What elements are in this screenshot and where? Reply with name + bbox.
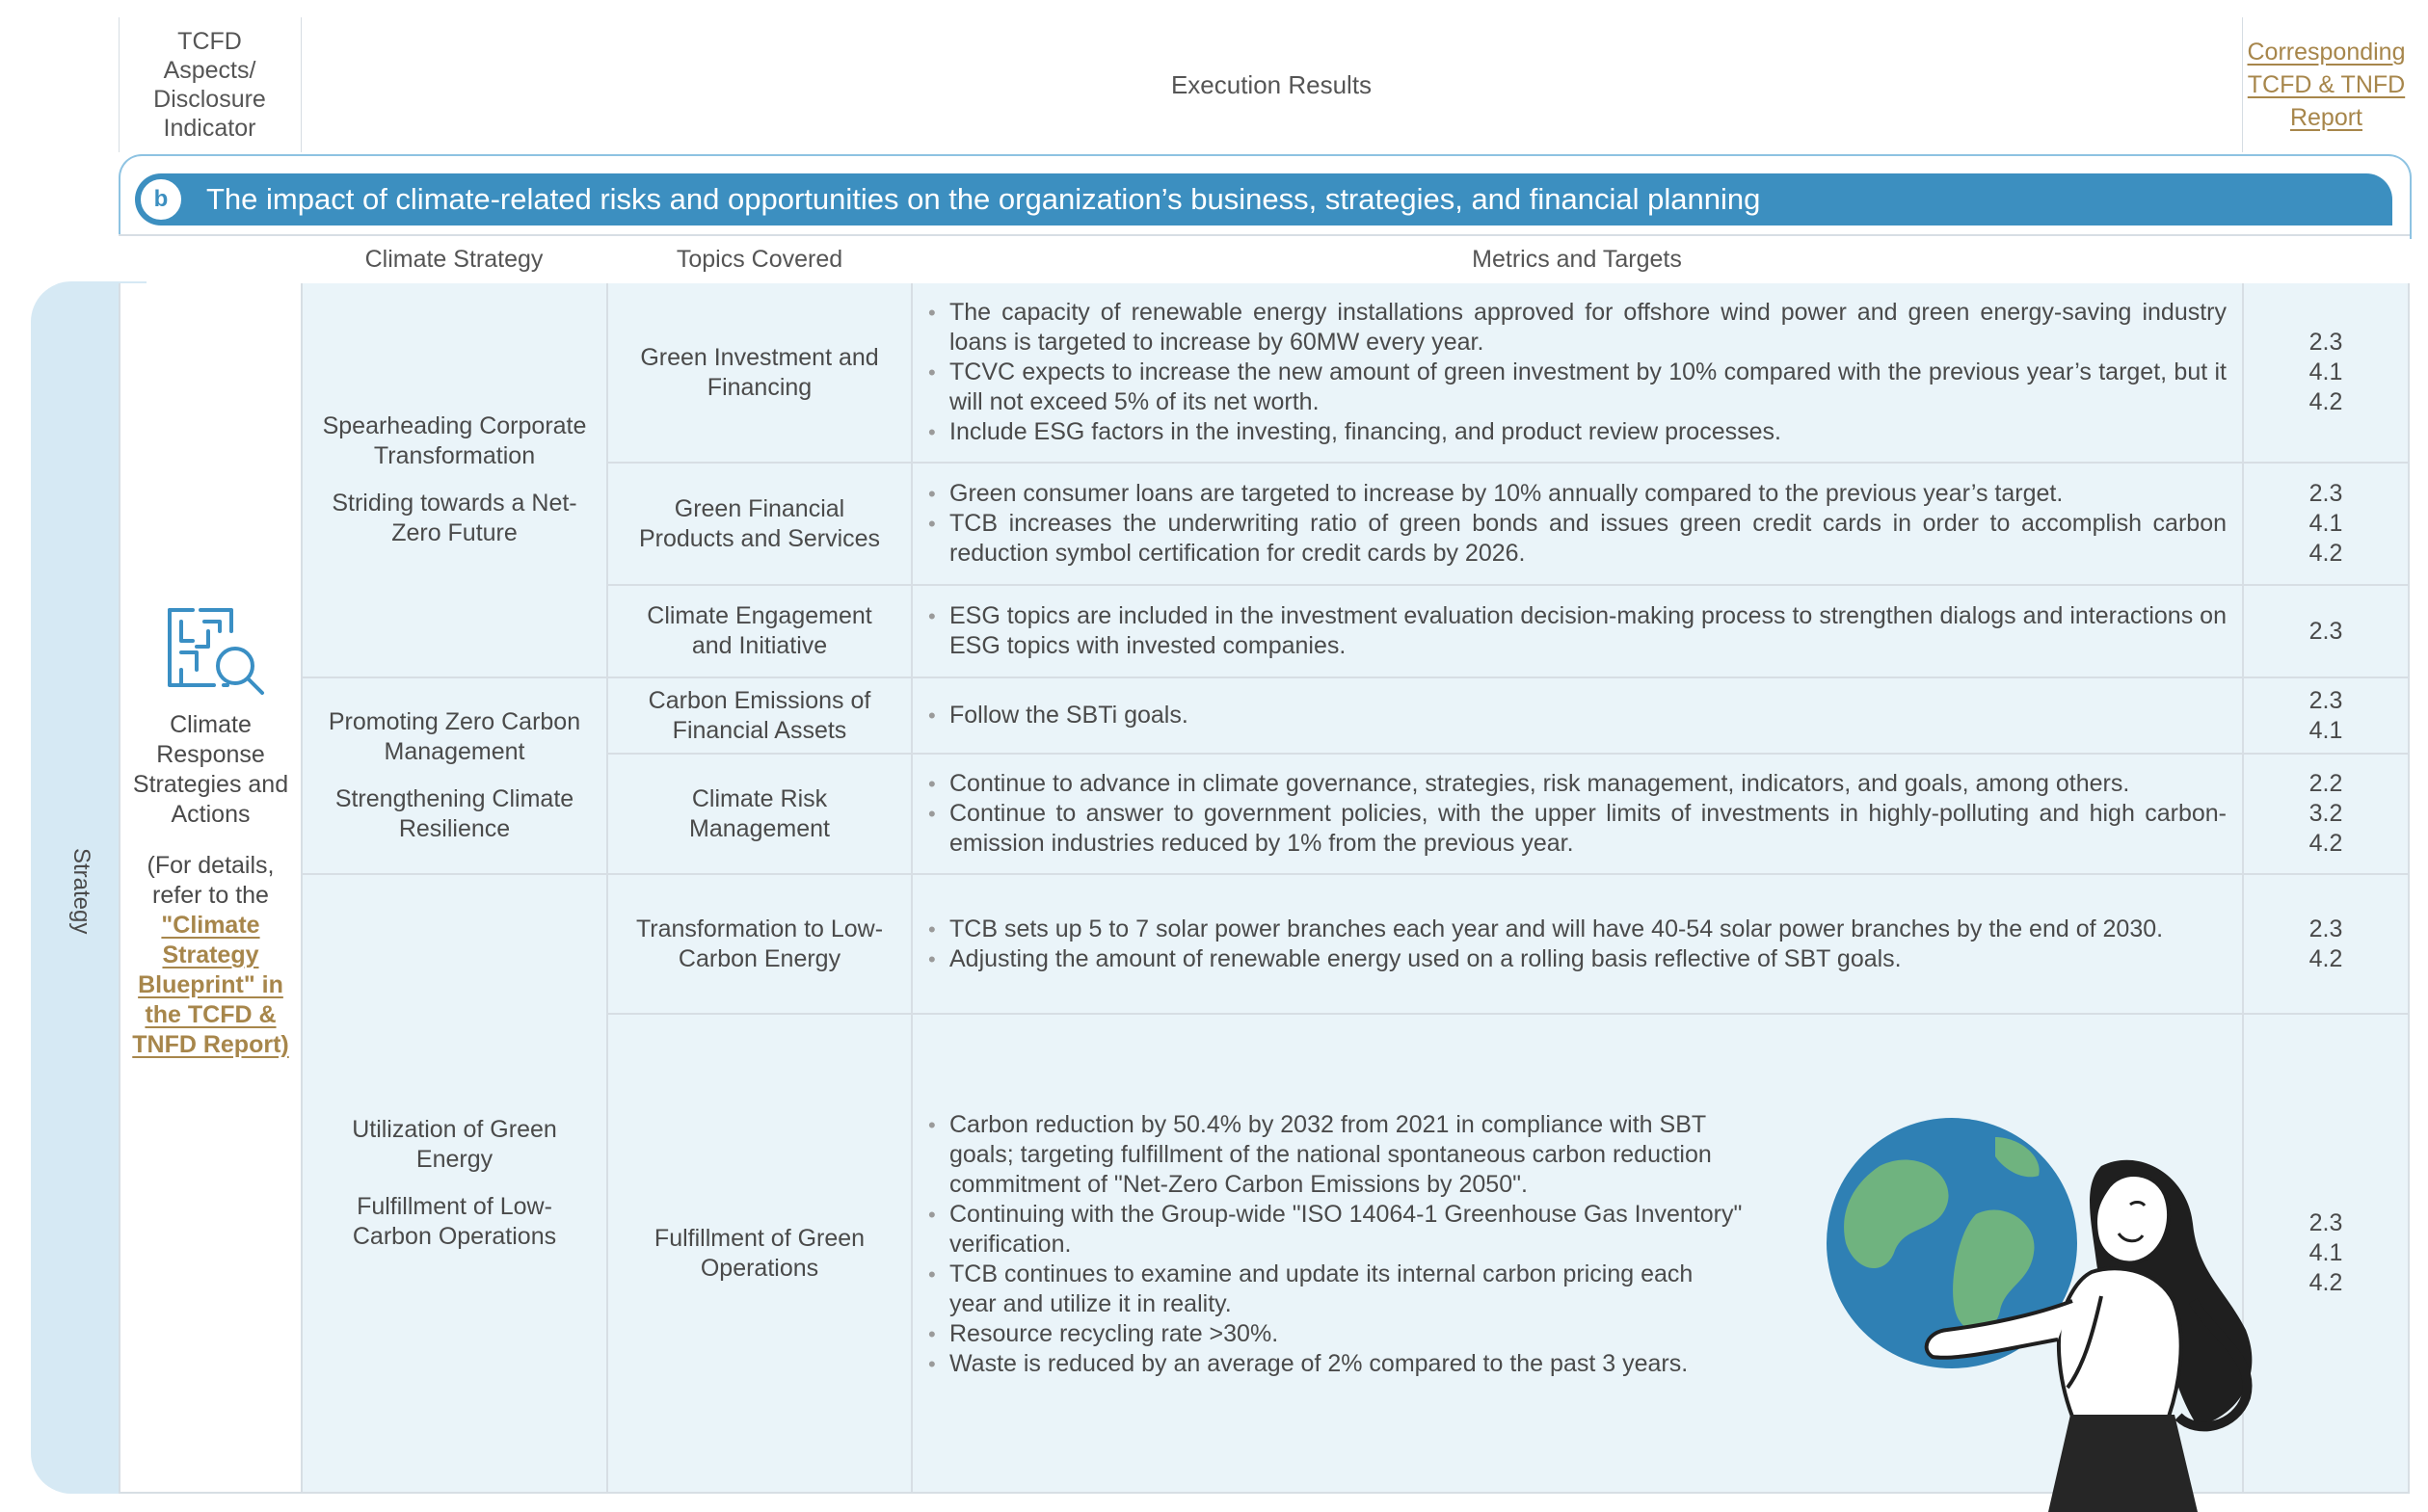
ref-number: 3.2 <box>2308 800 2343 827</box>
metric-item: • TCB sets up 5 to 7 solar power branches each year and will have 40-54 solar power branches by the end of 2030. <box>928 915 2163 944</box>
strategy-group-1-line-b: Striding towards a Net-Zero Future <box>332 490 577 546</box>
metric-item: • Carbon reduction by 50.4% by 2032 from 2021 in compliance with SBT goals; targeting fulfillment of the national spontaneous carbon reduction commitment of "Net-Zero Carbon Emissions by 2050". <box>928 1110 1746 1200</box>
metric-item: • Include ESG factors in the investing, financing, and product review processes. <box>928 417 2227 447</box>
metrics-cell <box>913 586 2242 676</box>
strategy-group-2-line-b: Strengthening Climate Resilience <box>334 785 574 842</box>
header-corresponding-report[interactable] <box>2242 17 2411 152</box>
metric-item: • TCVC expects to increase the new amount of green investment by 10% compared with the previous year’s target, but it will not exceed 5% of its net worth. <box>928 358 2227 417</box>
metrics-cell <box>913 875 2242 1013</box>
topic-cell: Transformation to Low-Carbon Energy <box>635 915 884 972</box>
section-badge: b <box>138 176 184 223</box>
metric-item: • TCB continues to examine and update its internal carbon pricing each year and utilize it in reality. <box>928 1260 1746 1319</box>
metrics-list <box>928 479 2227 569</box>
metric-item: • Continue to advance in climate governance, strategies, risk management, indicators, and goals, among others. <box>928 769 2227 799</box>
topic-cell: Green Financial Products and Services <box>638 494 881 552</box>
header-divider <box>119 17 120 152</box>
ref-number: 2.3 <box>2308 686 2343 714</box>
topic-cell: Climate Risk Management <box>689 784 830 842</box>
section-banner <box>135 173 2392 225</box>
column-header-climate-strategy: Climate Strategy <box>364 245 544 273</box>
metric-item: • Resource recycling rate >30%. <box>928 1319 1746 1349</box>
ref-number: 4.1 <box>2308 510 2343 537</box>
ref-number: 2.3 <box>2308 480 2343 507</box>
header-indicator: TCFD Aspects/ Disclosure Indicator <box>153 28 266 142</box>
ref-number: 2.2 <box>2308 770 2343 797</box>
metric-item: • The capacity of renewable energy installations approved for offshore wind power and green energy-saving industry loans is targeted to increase by 60MW every year. <box>928 298 2227 358</box>
refs-cell <box>2244 283 2408 462</box>
metric-item: • Waste is reduced by an average of 2% compared to the past 3 years. <box>928 1349 1746 1379</box>
metric-item: • ESG topics are included in the investment evaluation decision-making process to strengthen dialogs and interactions on ESG topics with invested companies. <box>928 601 2227 661</box>
column-header-topics: Topics Covered <box>676 245 843 273</box>
metrics-cell <box>913 678 2242 753</box>
ref-number: 4.1 <box>2308 1239 2343 1266</box>
section-title: The impact of climate-related risks and opportunities on the organization’s business, strategies, and financial planning <box>206 182 1761 216</box>
refs-cell <box>2244 1015 2408 1492</box>
strategy-group-1-line-a: Spearheading Corporate Transformation <box>322 412 587 469</box>
metrics-cell <box>913 283 2242 462</box>
ref-number: 2.3 <box>2308 915 2343 942</box>
strategy-group-2 <box>303 678 606 873</box>
maze-magnifier-icon <box>164 602 268 695</box>
strategy-group-1 <box>303 283 606 676</box>
corresponding-report-link[interactable]: Corresponding TCFD & TNFD Report <box>2247 39 2406 131</box>
strategy-group-3-line-b: Fulfillment of Low-Carbon Operations <box>352 1193 557 1250</box>
grid-line <box>2408 283 2410 1494</box>
ref-number: 2.3 <box>2308 329 2343 356</box>
ref-number: 2.3 <box>2308 1209 2343 1236</box>
refs-cell <box>2244 464 2408 584</box>
refs-cell <box>2244 586 2408 676</box>
header-execution-results: Execution Results <box>1170 70 1373 99</box>
metrics-list <box>928 601 2227 661</box>
metrics-cell <box>913 464 2242 584</box>
topic-cell: Green Investment and Financing <box>640 343 879 401</box>
indicator-details-prefix: (For details, refer to the <box>147 852 275 909</box>
metrics-list <box>928 1110 1746 1379</box>
metrics-cell <box>913 755 2242 873</box>
ref-number: 4.1 <box>2308 716 2343 744</box>
ref-number: 2.3 <box>2308 617 2343 645</box>
strategy-side-label: Strategy <box>68 848 94 935</box>
woman-holding-earth-illustration <box>1812 1108 2265 1512</box>
metrics-list <box>928 298 2227 447</box>
topic-cell: Climate Engagement and Initiative <box>647 602 872 659</box>
topic-cell: Fulfillment of Green Operations <box>654 1224 866 1282</box>
metric-item: • Follow the SBTi goals. <box>928 701 1188 730</box>
refs-cell <box>2244 875 2408 1013</box>
metrics-list <box>928 701 1188 730</box>
indicator-title: Climate Response Strategies and Actions <box>132 711 289 828</box>
metrics-cell <box>913 1015 1761 1492</box>
strategy-group-3 <box>303 875 606 1492</box>
topic-cell: Carbon Emissions of Financial Assets <box>648 686 871 744</box>
metric-item: • TCB increases the underwriting ratio of green bonds and issues green credit cards in order to accomplish carbon reduction symbol certification for credit cards by 2026. <box>928 509 2227 569</box>
metrics-list <box>928 769 2227 859</box>
metrics-list <box>928 915 2163 974</box>
ref-number: 4.1 <box>2308 358 2343 385</box>
metric-item: • Green consumer loans are targeted to increase by 10% annually compared to the previous year’s target. <box>928 479 2227 509</box>
column-header-metrics: Metrics and Targets <box>1472 245 1682 273</box>
ref-number: 4.2 <box>2308 388 2343 415</box>
refs-cell <box>2244 755 2408 873</box>
metric-item: • Continuing with the Group-wide "ISO 14064-1 Greenhouse Gas Inventory" verification. <box>928 1200 1746 1260</box>
ref-number: 4.2 <box>2308 540 2343 567</box>
ref-number: 4.2 <box>2308 830 2343 857</box>
metric-item: • Continue to answer to government policies, with the upper limits of investments in highly-polluting and high carbon-emission industries reduced by 1% from the previous year. <box>928 799 2227 859</box>
climate-strategy-blueprint-link[interactable]: "Climate Strategy Blueprint" in the TCFD & TNFD Report) <box>132 912 289 1058</box>
ref-number: 4.2 <box>2308 1269 2343 1296</box>
strategy-group-3-line-a: Utilization of Green Energy <box>352 1116 557 1173</box>
strategy-group-2-line-a: Promoting Zero Carbon Management <box>328 708 581 765</box>
refs-cell <box>2244 678 2408 753</box>
indicator-details <box>120 851 301 1060</box>
metric-item: • Adjusting the amount of renewable energy used on a rolling basis reflective of SBT goals. <box>928 944 2163 974</box>
ref-number: 4.2 <box>2308 944 2343 972</box>
